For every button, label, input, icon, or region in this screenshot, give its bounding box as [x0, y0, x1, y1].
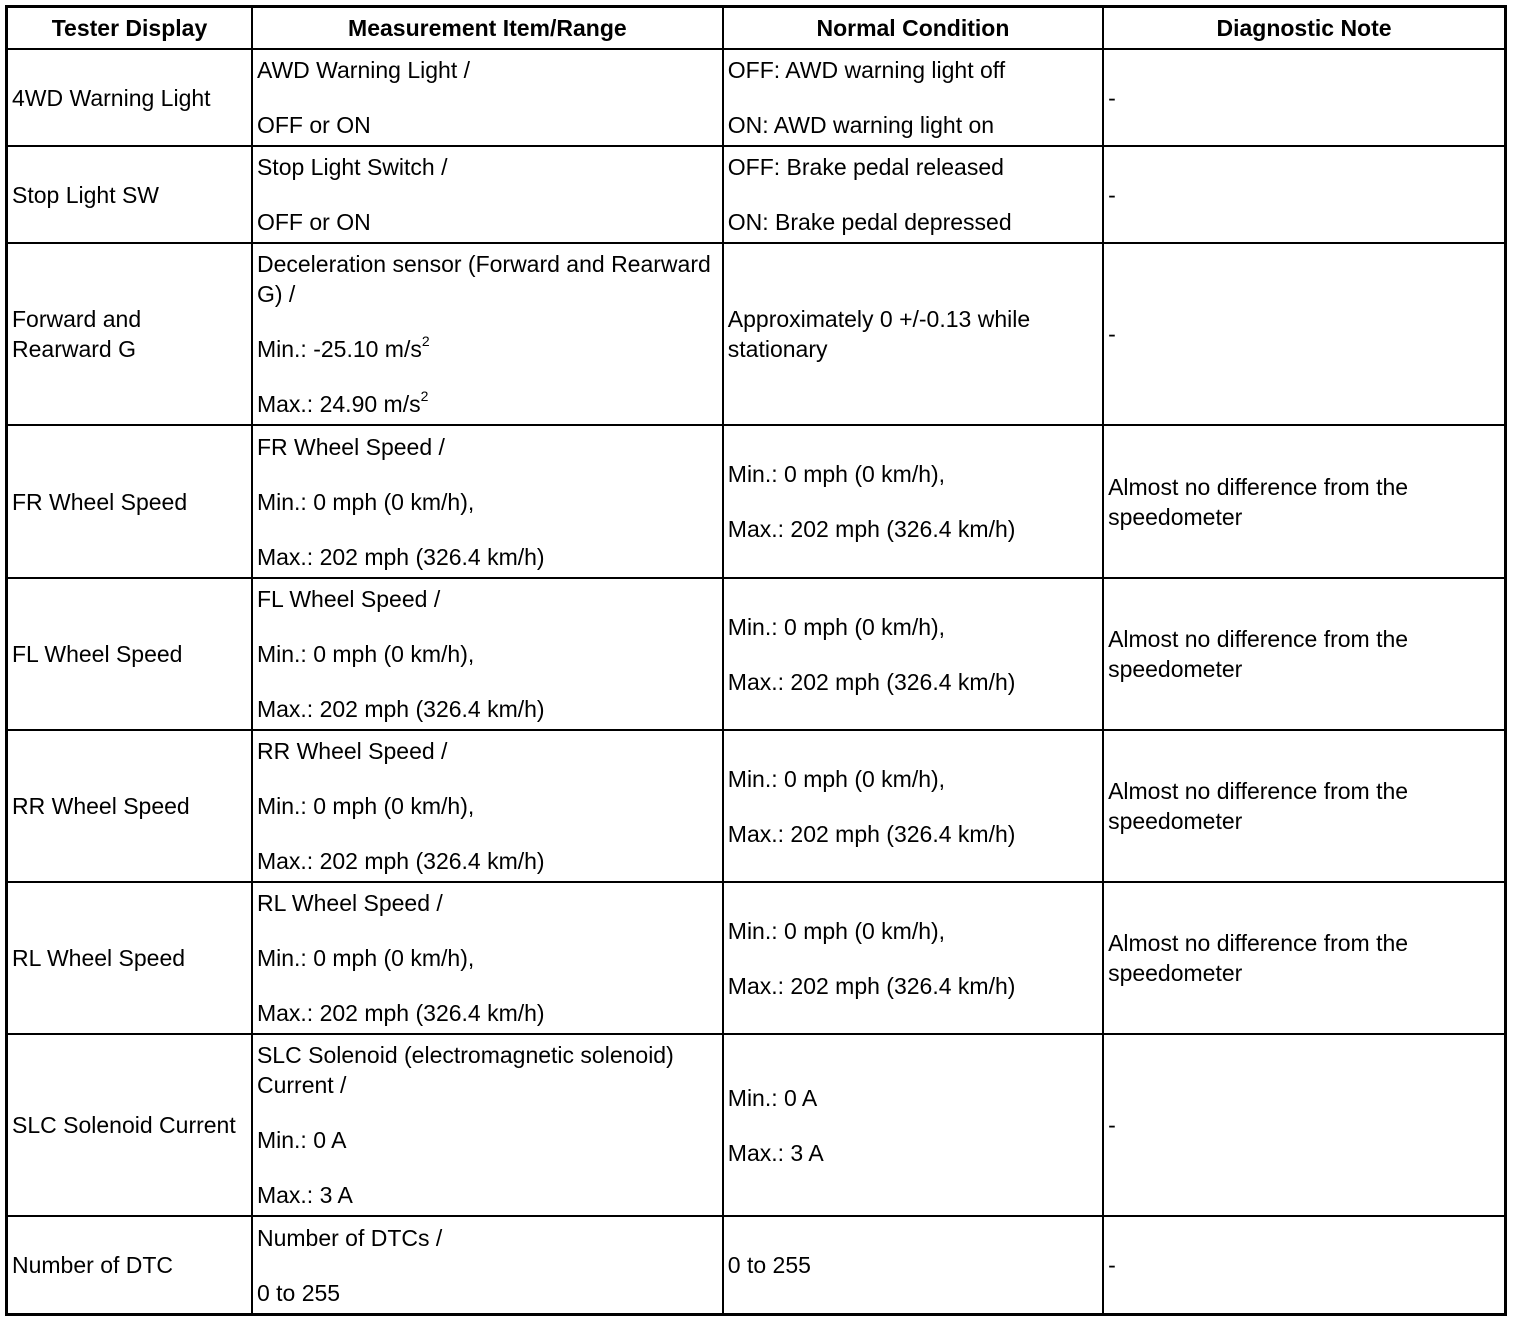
- header-row: [7, 7, 1506, 50]
- normal-line: OFF: Brake pedal released: [727, 154, 1004, 181]
- normal-line: 0 to 255: [727, 1252, 811, 1279]
- measurement-line: OFF or ON: [256, 209, 371, 236]
- normal-line: Max.: 202 mph (326.4 km/h): [727, 972, 1016, 999]
- header-measurement: Measurement Item/Range: [252, 7, 723, 50]
- diagnostic-note-cell: Almost no difference from the speedometer: [1103, 730, 1505, 882]
- diagnostic-note-cell: -: [1103, 243, 1505, 425]
- measurement-cell: [252, 425, 723, 578]
- table-row: [7, 882, 1506, 1034]
- normal-condition-cell: [723, 1216, 1103, 1314]
- measurement-line: Deceleration sensor (Forward and Rearward G) /: [256, 251, 711, 308]
- normal-line: ON: AWD warning light on: [727, 112, 995, 139]
- measurement-line: Min.: 0 mph (0 km/h),: [256, 641, 475, 668]
- measurement-cell: [252, 146, 723, 243]
- table-row: [7, 1034, 1506, 1216]
- normal-condition-cell: [723, 146, 1103, 243]
- measurement-line: Max.: 202 mph (326.4 km/h): [256, 696, 545, 723]
- measurement-line: Max.: 202 mph (326.4 km/h): [256, 848, 545, 875]
- exponent: 2: [421, 333, 430, 350]
- measurement-line: Max.: 202 mph (326.4 km/h): [256, 543, 545, 570]
- measurement-line: Min.: 0 mph (0 km/h),: [256, 488, 475, 515]
- normal-line: Min.: 0 mph (0 km/h),: [727, 765, 946, 792]
- normal-line: Min.: 0 A: [727, 1084, 818, 1111]
- measurement-line: Max.: 24.90 $m/s^2$: [256, 388, 429, 418]
- normal-line: Max.: 3 A: [727, 1139, 824, 1166]
- diagnostic-note-cell: -: [1103, 49, 1505, 146]
- measurement-line: Min.: 0 mph (0 km/h),: [256, 945, 475, 972]
- table-row: [7, 243, 1506, 425]
- measurement-line: Max.: 202 mph (326.4 km/h): [256, 1000, 545, 1027]
- header-tester-display: Tester Display: [7, 7, 252, 50]
- normal-condition-cell: [723, 1034, 1103, 1216]
- tester-display-cell: Stop Light SW: [7, 146, 252, 243]
- diagnostic-note-cell: -: [1103, 1216, 1505, 1314]
- normal-condition-cell: [723, 243, 1103, 425]
- measurement-line: Stop Light Switch /: [256, 154, 448, 181]
- measurement-cell: [252, 49, 723, 146]
- measurement-line: SLC Solenoid (electromagnetic solenoid) Current /: [256, 1042, 674, 1099]
- measurement-line: FR Wheel Speed /: [256, 433, 445, 460]
- measurement-line: RR Wheel Speed /: [256, 738, 448, 765]
- tester-display-cell: 4WD Warning Light: [7, 49, 252, 146]
- table-row: [7, 146, 1506, 243]
- tester-display-cell: FR Wheel Speed: [7, 425, 252, 578]
- measurement-line: AWD Warning Light /: [256, 57, 470, 84]
- exponent: 2: [420, 388, 429, 405]
- measurement-line: Number of DTCs /: [256, 1224, 443, 1251]
- table-row: [7, 578, 1506, 730]
- table-row: [7, 49, 1506, 146]
- diagnostic-note-cell: -: [1103, 1034, 1505, 1216]
- table-row: [7, 730, 1506, 882]
- normal-condition-cell: [723, 578, 1103, 730]
- diagnostic-note-cell: Almost no difference from the speedometer: [1103, 882, 1505, 1034]
- normal-line: ON: Brake pedal depressed: [727, 209, 1012, 236]
- tester-display-cell: SLC Solenoid Current: [7, 1034, 252, 1216]
- measurement-line: Max.: 3 A: [256, 1182, 353, 1209]
- diagnostic-note-cell: -: [1103, 146, 1505, 243]
- normal-condition-cell: [723, 49, 1103, 146]
- measurement-cell: [252, 730, 723, 882]
- measurement-line: 0 to 255: [256, 1279, 341, 1306]
- table-row: [7, 425, 1506, 578]
- normal-line: Min.: 0 mph (0 km/h),: [727, 461, 946, 488]
- normal-line: Max.: 202 mph (326.4 km/h): [727, 516, 1016, 543]
- normal-line: Max.: 202 mph (326.4 km/h): [727, 668, 1016, 695]
- measurement-line: Min.: -25.10 $m/s^2$: [256, 333, 430, 363]
- normal-condition-cell: [723, 882, 1103, 1034]
- normal-line: OFF: AWD warning light off: [727, 57, 1006, 84]
- normal-line: Max.: 202 mph (326.4 km/h): [727, 820, 1016, 847]
- tester-display-cell: Forward and Rearward G: [7, 243, 252, 425]
- normal-line: Min.: 0 mph (0 km/h),: [727, 613, 946, 640]
- diagnostic-note-cell: Almost no difference from the speedometer: [1103, 578, 1505, 730]
- measurement-line: Min.: 0 A: [256, 1127, 347, 1154]
- tester-display-cell: RR Wheel Speed: [7, 730, 252, 882]
- measurement-line: Min.: 0 mph (0 km/h),: [256, 793, 475, 820]
- normal-line: Min.: 0 mph (0 km/h),: [727, 917, 946, 944]
- tester-display-cell: Number of DTC: [7, 1216, 252, 1314]
- diagnostic-note-cell: Almost no difference from the speedometer: [1103, 425, 1505, 578]
- measurement-cell: [252, 1216, 723, 1314]
- measurement-cell: [252, 1034, 723, 1216]
- normal-line: Approximately 0 +/-0.13 while stationary: [727, 306, 1031, 363]
- measurement-cell: [252, 578, 723, 730]
- measurement-line: OFF or ON: [256, 112, 371, 139]
- measurement-line: RL Wheel Speed /: [256, 890, 443, 917]
- measurement-cell: [252, 243, 723, 425]
- measurement-cell: [252, 882, 723, 1034]
- measurement-line: FL Wheel Speed /: [256, 586, 441, 613]
- normal-condition-cell: [723, 730, 1103, 882]
- header-normal-condition: Normal Condition: [723, 7, 1103, 50]
- normal-condition-cell: [723, 425, 1103, 578]
- table-row: [7, 1216, 1506, 1314]
- tester-display-cell: FL Wheel Speed: [7, 578, 252, 730]
- header-diagnostic-note: Diagnostic Note: [1103, 7, 1505, 50]
- tester-display-cell: RL Wheel Speed: [7, 882, 252, 1034]
- data-list-table: [5, 5, 1507, 1316]
